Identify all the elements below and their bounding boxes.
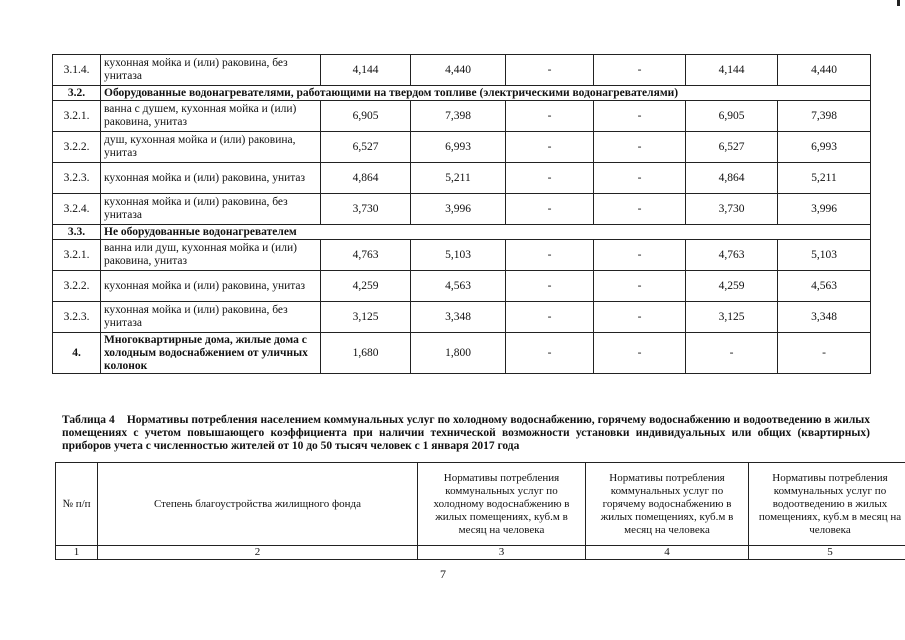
value-cell: 4,440 <box>778 55 871 86</box>
value-cell: 6,993 <box>411 132 506 163</box>
row-description: кухонная мойка и (или) раковина, унитаз <box>101 271 321 302</box>
row-description: кухонная мойка и (или) раковина, без унитаза <box>101 194 321 225</box>
section-row <box>53 86 871 101</box>
value-cell: - <box>506 55 594 86</box>
value-cell: - <box>506 101 594 132</box>
table-row <box>53 333 871 374</box>
value-cell: 3,730 <box>321 194 411 225</box>
row-number: 3.3. <box>53 225 101 240</box>
row-description: Многоквартирные дома, жилые дома с холодным водоснабжением от уличных колонок <box>101 333 321 374</box>
row-description: кухонная мойка и (или) раковина, без унитаза <box>101 55 321 86</box>
table-row <box>53 194 871 225</box>
column-number: 5 <box>749 546 905 560</box>
value-cell: 5,103 <box>411 240 506 271</box>
scan-mark <box>897 0 900 6</box>
value-cell: - <box>506 240 594 271</box>
value-cell: 6,527 <box>321 132 411 163</box>
value-cell: 7,398 <box>778 101 871 132</box>
header-cell-hot-water: Нормативы потребления коммунальных услуг по горячему водоснабжению в жилых помещениях, куб.м в месяц на человека <box>586 463 749 546</box>
row-number: 3.2. <box>53 86 101 101</box>
value-cell: - <box>594 333 686 374</box>
row-description: ванна с душем, кухонная мойка и (или) раковина, унитаз <box>101 101 321 132</box>
value-cell: 4,259 <box>321 271 411 302</box>
value-cell: 6,527 <box>686 132 778 163</box>
value-cell: 4,864 <box>321 163 411 194</box>
header-cell-housing: Степень благоустройства жилищного фонда <box>98 463 418 546</box>
table-row <box>53 240 871 271</box>
value-cell: - <box>594 132 686 163</box>
value-cell: 1,800 <box>411 333 506 374</box>
value-cell: - <box>594 302 686 333</box>
table-row <box>53 163 871 194</box>
table-4-caption <box>62 414 870 453</box>
value-cell: 3,348 <box>778 302 871 333</box>
value-cell: 1,680 <box>321 333 411 374</box>
value-cell: 3,125 <box>321 302 411 333</box>
value-cell: 4,440 <box>411 55 506 86</box>
value-cell: 5,211 <box>411 163 506 194</box>
value-cell: - <box>594 163 686 194</box>
value-cell: - <box>594 55 686 86</box>
section-title: Оборудованные водонагревателями, работающими на твердом топливе (электрическими водонагревателями) <box>101 86 871 101</box>
value-cell: 3,730 <box>686 194 778 225</box>
row-number: 3.2.1. <box>53 240 101 271</box>
value-cell: 4,144 <box>686 55 778 86</box>
value-cell: 3,996 <box>778 194 871 225</box>
table-4-label: Таблица 4 <box>62 414 115 426</box>
header-cell-number: № п/п <box>56 463 98 546</box>
column-number: 1 <box>56 546 98 560</box>
value-cell: - <box>506 302 594 333</box>
value-cell: 4,259 <box>686 271 778 302</box>
value-cell: - <box>506 271 594 302</box>
value-cell: 6,993 <box>778 132 871 163</box>
value-cell: - <box>506 333 594 374</box>
value-cell: 6,905 <box>686 101 778 132</box>
row-number: 3.2.3. <box>53 302 101 333</box>
value-cell: - <box>594 194 686 225</box>
value-cell: 7,398 <box>411 101 506 132</box>
row-number: 4. <box>53 333 101 374</box>
header-cell-cold-water: Нормативы потребления коммунальных услуг по холодному водоснабжению в жилых помещениях, куб.м в месяц на человека <box>418 463 586 546</box>
value-cell: - <box>686 333 778 374</box>
column-number: 2 <box>98 546 418 560</box>
column-number: 4 <box>586 546 749 560</box>
value-cell: 3,348 <box>411 302 506 333</box>
table-row <box>53 302 871 333</box>
value-cell: 5,103 <box>778 240 871 271</box>
table-row <box>53 271 871 302</box>
value-cell: - <box>506 194 594 225</box>
value-cell: 5,211 <box>778 163 871 194</box>
page-number: 7 <box>440 567 446 581</box>
value-cell: 4,763 <box>686 240 778 271</box>
row-number: 3.2.2. <box>53 271 101 302</box>
table-4-title: Нормативы потребления населением коммунальных услуг по холодному водоснабжению, горячему водоснабжению и водоотведению в жилых помещениях с учетом повышающего коэффициента при наличии технической возможности установки индивидуальных или общих (квартирных) приборов учета с численностью жителей от 10 до 50 тысяч человек с 1 января 2017 года <box>62 414 871 452</box>
value-cell: 4,144 <box>321 55 411 86</box>
value-cell: 4,864 <box>686 163 778 194</box>
row-description: кухонная мойка и (или) раковина, унитаз <box>101 163 321 194</box>
value-cell: 3,996 <box>411 194 506 225</box>
value-cell: 3,125 <box>686 302 778 333</box>
value-cell: 4,563 <box>411 271 506 302</box>
row-number: 3.2.3. <box>53 163 101 194</box>
value-cell: - <box>594 101 686 132</box>
value-cell: 4,563 <box>778 271 871 302</box>
row-description: душ, кухонная мойка и (или) раковина, унитаз <box>101 132 321 163</box>
row-number: 3.1.4. <box>53 55 101 86</box>
table-row <box>53 132 871 163</box>
value-cell: - <box>778 333 871 374</box>
row-description: ванна или душ, кухонная мойка и (или) раковина, унитаз <box>101 240 321 271</box>
value-cell: - <box>594 240 686 271</box>
value-cell: - <box>506 163 594 194</box>
row-number: 3.2.4. <box>53 194 101 225</box>
value-cell: 4,763 <box>321 240 411 271</box>
row-description: кухонная мойка и (или) раковина, без унитаза <box>101 302 321 333</box>
section-title: Не оборудованные водонагревателем <box>101 225 871 240</box>
value-cell: - <box>594 271 686 302</box>
table-4-column-numbers <box>56 546 905 560</box>
row-number: 3.2.1. <box>53 101 101 132</box>
table-row <box>53 55 871 86</box>
value-cell: 6,905 <box>321 101 411 132</box>
value-cell: - <box>506 132 594 163</box>
table-4 <box>55 462 905 560</box>
norms-table-continued <box>52 54 871 374</box>
header-cell-drainage: Нормативы потребления коммунальных услуг по водоотведению в жилых помещениях, куб.м в месяц на человека <box>749 463 905 546</box>
column-number: 3 <box>418 546 586 560</box>
table-4-header-row <box>56 463 905 546</box>
table-row <box>53 101 871 132</box>
section-row <box>53 225 871 240</box>
row-number: 3.2.2. <box>53 132 101 163</box>
